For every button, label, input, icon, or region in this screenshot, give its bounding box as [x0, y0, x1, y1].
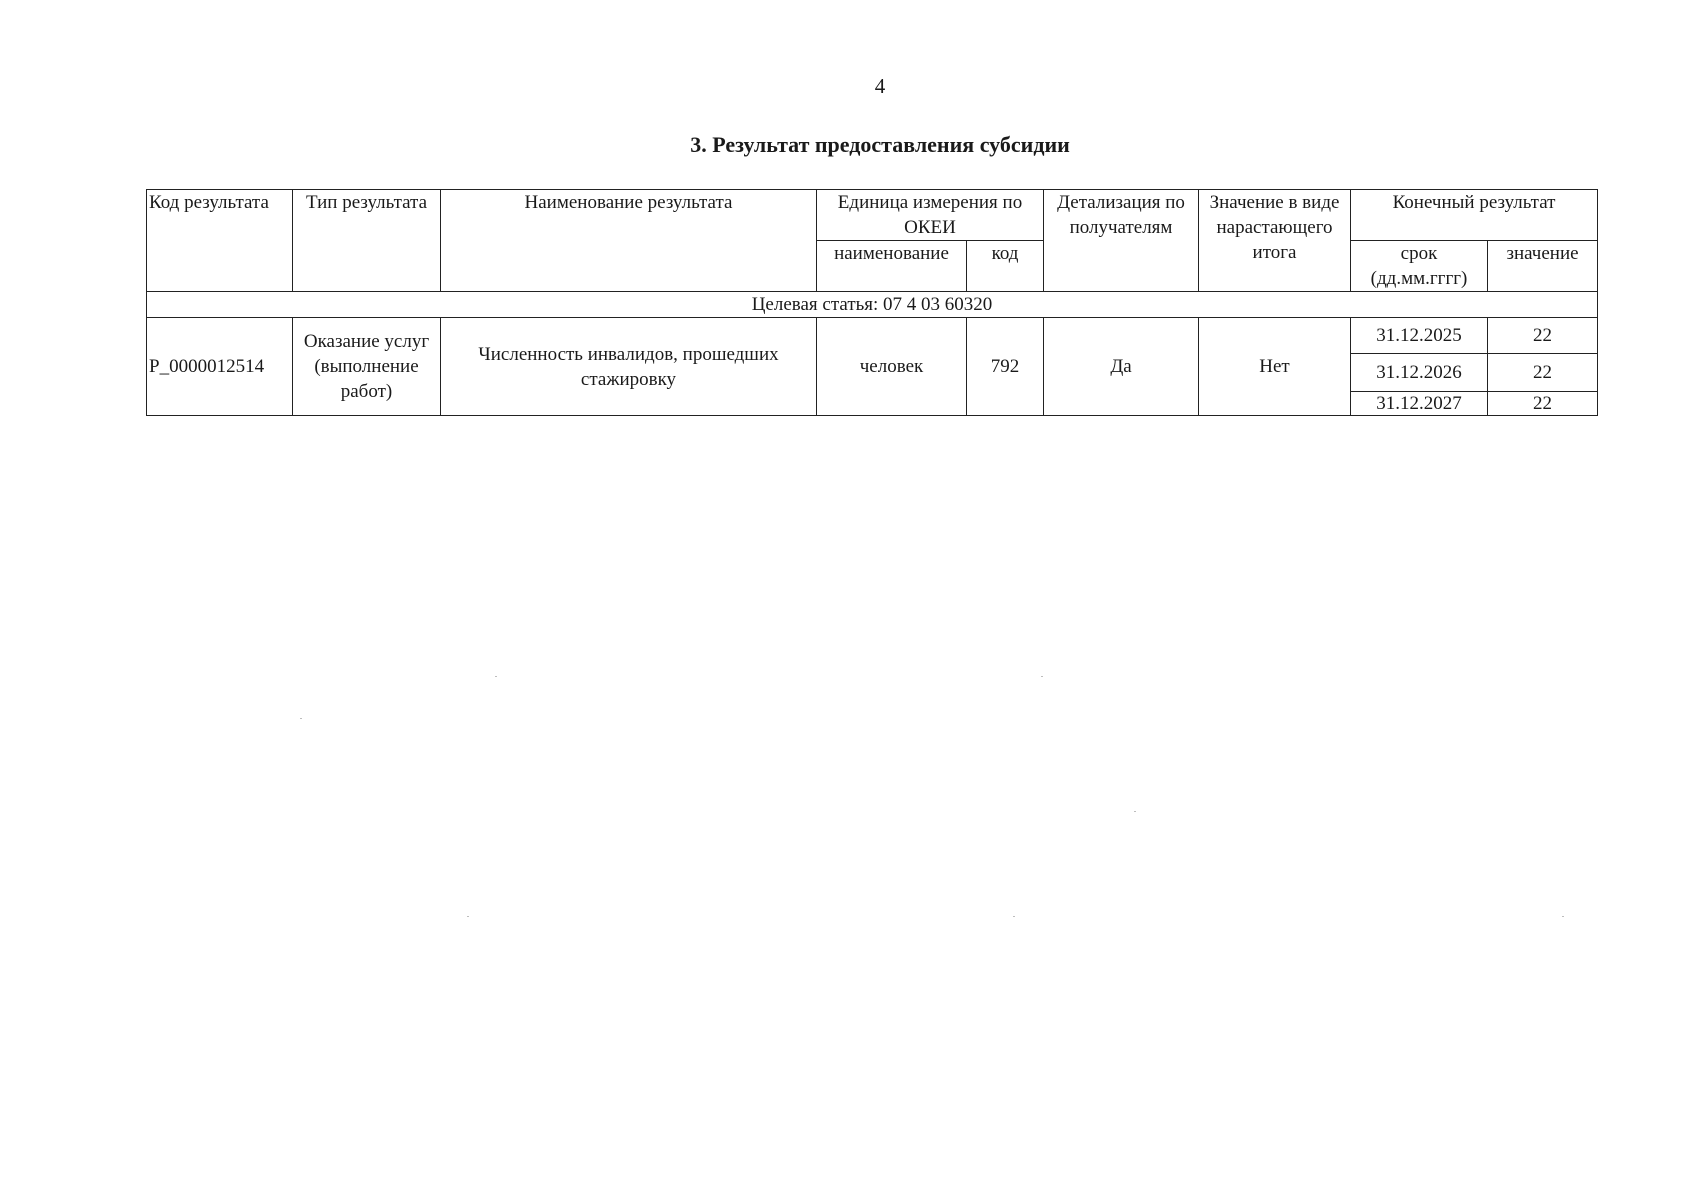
header-unit-name: наименование: [817, 241, 967, 292]
final-value-2: 22: [1488, 354, 1598, 392]
final-term-2: 31.12.2026: [1351, 354, 1488, 392]
result-type: Оказание услуг (выполнение работ): [293, 318, 441, 416]
header-final-value: значение: [1488, 241, 1598, 292]
scan-speck: [1134, 811, 1136, 812]
header-name: Наименование результата: [441, 190, 817, 292]
header-final-group: Конечный результат: [1351, 190, 1598, 241]
header-cumulative: Значение в виде нарастающего итога: [1199, 190, 1351, 292]
target-article-row: [147, 292, 1598, 318]
section-title: 3. Результат предоставления субсидии: [690, 132, 1070, 157]
header-unit-group: Единица измерения по ОКЕИ: [817, 190, 1044, 241]
header-detail: Детализация по получателям: [1044, 190, 1199, 292]
scan-speck: [1562, 916, 1564, 917]
scan-speck: [300, 718, 302, 719]
table-row: [147, 318, 1598, 354]
final-term-1: 31.12.2025: [1351, 318, 1488, 354]
target-article: Целевая статья: 07 4 03 60320: [147, 292, 1598, 318]
unit-name: человек: [817, 318, 967, 416]
result-code: P_0000012514: [147, 318, 293, 416]
final-term-3: 31.12.2027: [1351, 392, 1488, 416]
header-type: Тип результата: [293, 190, 441, 292]
header-code: Код результата: [147, 190, 293, 292]
scan-speck: [1013, 916, 1015, 917]
results-table: [146, 189, 1598, 416]
final-value-3: 22: [1488, 392, 1598, 416]
page-number: 4: [874, 74, 886, 98]
detail-value: Да: [1044, 318, 1199, 416]
scan-speck: [1041, 676, 1043, 677]
scan-speck: [467, 916, 469, 917]
header-unit-code: код: [967, 241, 1044, 292]
cumulative-value: Нет: [1199, 318, 1351, 416]
unit-code: 792: [967, 318, 1044, 416]
result-name: Численность инвалидов, прошедших стажировку: [441, 318, 817, 416]
scan-speck: [495, 676, 497, 677]
header-final-term: срок (дд.мм.гггг): [1351, 241, 1488, 292]
final-value-1: 22: [1488, 318, 1598, 354]
header-row-1: [147, 190, 1598, 241]
